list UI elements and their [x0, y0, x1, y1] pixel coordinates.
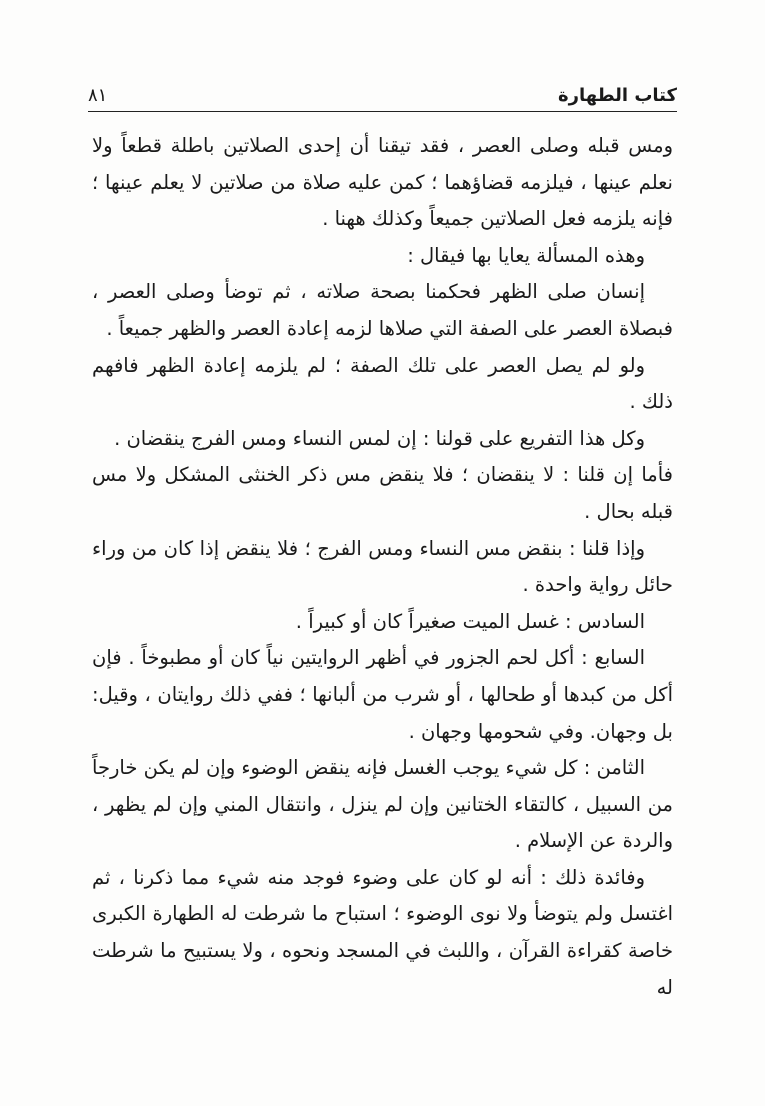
paragraph-la-yanqudan: فأما إن قلنا : لا ينقضان ؛ فلا ينقض مس ذكر الخنثى المشكل ولا مس قبله بحال .	[92, 463, 673, 523]
running-header	[88, 76, 677, 106]
body-text	[92, 128, 673, 1006]
paragraph-sixth: السادس : غسل الميت صغيراً كان أو كبيراً .	[295, 609, 645, 633]
paragraph-riddle-intro: وهذه المسألة يعايا بها فيقال :	[407, 243, 645, 267]
book-title: كتاب الطهارة	[557, 85, 677, 106]
paragraph-eighth: الثامن : كل شيء يوجب الغسل فإنه ينقض الوضوء وإن لم يكن خارجاً من السبيل ، كالتقاء الختانين وإن لم ينزل ، وانتقال المني وإن لم يظهر ، والردة عن الإسلام .	[92, 756, 673, 853]
paragraph-tafri: وكل هذا التفريع على قولنا : إن لمس النساء ومس الفرج ينقضان .	[114, 426, 645, 450]
paragraph-continuation: ومس قبله وصلى العصر ، فقد تيقنا أن إحدى الصلاتين باطلة قطعاً ولا نعلم عينها ، فيلزمه قضاؤهما ؛ كمن عليه صلاة من صلاتين لا يعلم عينها ؛ فإنه يلزمه فعل الصلاتين جميعاً وكذلك ههنا .	[92, 134, 673, 231]
paragraph-seventh: السابع : أكل لحم الجزور في أظهر الروايتين نياً كان أو مطبوخاً . فإن أكل من كبدها أو طحالها ، أو شرب من ألبانها ؛ ففي ذلك روايتان ، وقيل: بل وجهان. وفي شحومها وجهان .	[92, 646, 673, 743]
paragraph-haail: وإذا قلنا : بنقض مس النساء ومس الفرج ؛ فلا ينقض إذا كان من وراء حائل رواية واحدة .	[92, 536, 673, 597]
header-rule	[88, 111, 677, 112]
paragraph-benefit: وفائدة ذلك : أنه لو كان على وضوء فوجد منه شيء مما ذكرنا ، ثم اغتسل ولم يتوضأ ولا نوى الوضوء ؛ استباح ما شرطت له الطهارة الكبرى خاصة كقراءة القرآن ، واللبث في المسجد ونحوه ، ولا يستبيح ما شرطت له	[92, 865, 673, 999]
paragraph-riddle-note: ولو لم يصل العصر على تلك الصفة ؛ لم يلزمه إعادة الظهر فافهم ذلك .	[92, 353, 673, 414]
page-number: ٨١	[88, 85, 108, 106]
paragraph-riddle: إنسان صلى الظهر فحكمنا بصحة صلاته ، ثم توضأ وصلى العصر ، فبصلاة العصر على الصفة التي صلاها لزمه إعادة العصر والظهر جميعاً .	[92, 280, 673, 340]
